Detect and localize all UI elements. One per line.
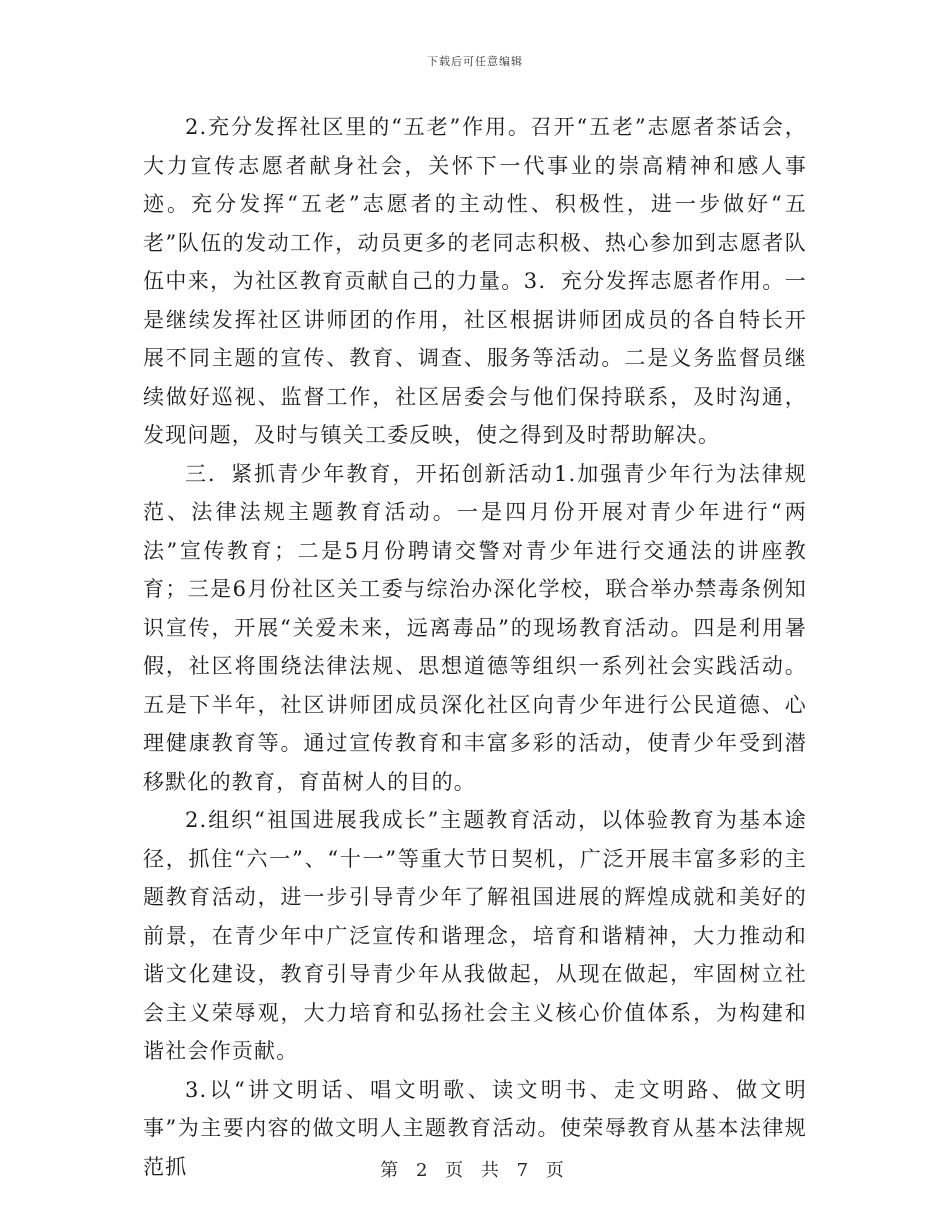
page-header: 下载后可任意编辑 [427,55,523,68]
paragraph-civilized-person: 3.以“讲文明话、唱文明歌、读文明书、走文明路、做文明事”为主要内容的做文明人主题教育活动。使荣辱教育从基本法律规范抓 [143,1077,807,1179]
page-number: 第 2 页 共 7 页 [380,1160,570,1181]
paragraph-five-elders: 2.充分发挥社区里的“五老”作用。召开“五老”志愿者茶话会，大力宣传志愿者献身社会，关怀下一代事业的崇高精神和感人事迹。充分发挥“五老”志愿者的主动性、积极性，进一步做好“五老”队伍的发动工作，动员更多的老同志积极、热心参加到志愿者队伍中来，为社区教育贡献自己的力量。3．充分发挥志愿者作用。一是继续发挥社区讲师团的作用，社区根据讲师团成员的各自特长开展不同主题的宣传、教育、调查、服务等活动。二是义务监督员继续做好巡视、监督工作，社区居委会与他们保持联系，及时沟通，发现问题，及时与镇关工委反映，使之得到及时帮助解决。 [143,115,807,447]
paragraph-youth-education: 三．紧抓青少年教育，开拓创新活动1.加强青少年行为法律规范、法律法规主题教育活动。一是四月份开展对青少年进行“两法”宣传教育；二是5月份聘请交警对青少年进行交通法的讲座教育；三是6月份社区关工委与综治办深化学校，联合举办禁毒条例知识宣传，开展“关爱未来，远离毒品”的现场教育活动。四是利用暑假，社区将围绕法律法规、思想道德等组织一系列社会实践活动。五是下半年，社区讲师团成员深化社区向青少年进行公民道德、心理健康教育等。通过宣传教育和丰富多彩的活动，使青少年受到潜移默化的教育，育苗树人的目的。 [143,461,807,794]
document-body [143,108,807,1186]
paragraph-motherland-theme: 2.组织“祖国进展我成长”主题教育活动，以体验教育为基本途径，抓住“六一”、“十一”等重大节日契机，广泛开展丰富多彩的主题教育活动，进一步引导青少年了解祖国进展的辉煌成就和美好的前景，在青少年中广泛宣传和谐理念，培育和谐精神，大力推动和谐文化建设，教育引导青少年从我做起，从现在做起，牢固树立社会主义荣辱观，大力培育和弘扬社会主义核心价值体系，为构建和谐社会作贡献。 [143,808,807,1063]
